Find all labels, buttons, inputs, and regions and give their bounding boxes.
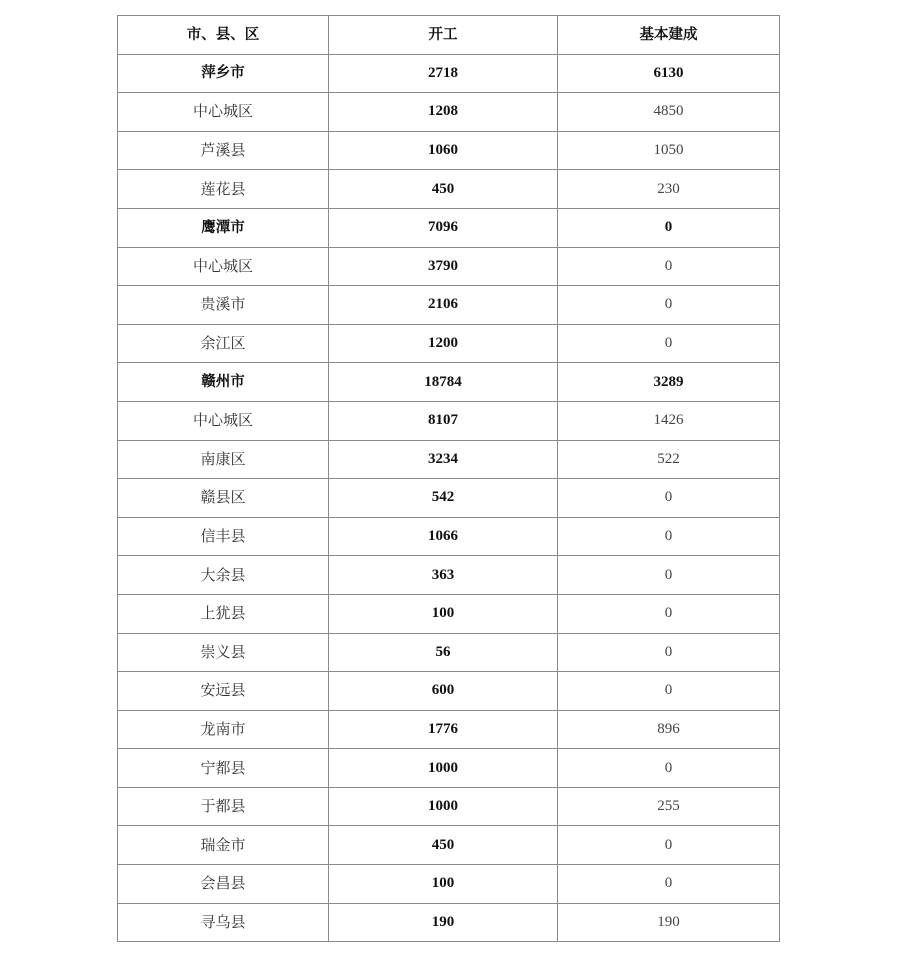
- table-row-city: [118, 363, 780, 402]
- completed-count-cell: 4850: [558, 93, 780, 132]
- region-name-cell: 会昌县: [118, 865, 329, 904]
- region-name-cell: 萍乡市: [118, 54, 329, 93]
- region-name-cell: 中心城区: [118, 401, 329, 440]
- table-row: [118, 479, 780, 518]
- completed-count-cell: 6130: [558, 54, 780, 93]
- started-count-cell: 1200: [329, 324, 558, 363]
- region-name-cell: 中心城区: [118, 93, 329, 132]
- table-row: [118, 826, 780, 865]
- region-name-cell: 龙南市: [118, 710, 329, 749]
- started-count-cell: 7096: [329, 208, 558, 247]
- table-row: [118, 556, 780, 595]
- started-count-cell: 190: [329, 903, 558, 942]
- table-row: [118, 324, 780, 363]
- table-row-city: [118, 208, 780, 247]
- completed-count-cell: 0: [558, 556, 780, 595]
- completed-count-cell: 896: [558, 710, 780, 749]
- started-count-cell: 542: [329, 479, 558, 518]
- region-name-cell: 中心城区: [118, 247, 329, 286]
- table-row: [118, 633, 780, 672]
- completed-count-cell: 3289: [558, 363, 780, 402]
- started-count-cell: 100: [329, 594, 558, 633]
- region-name-cell: 莲花县: [118, 170, 329, 209]
- region-name-cell: 南康区: [118, 440, 329, 479]
- completed-count-cell: 190: [558, 903, 780, 942]
- completed-count-cell: 522: [558, 440, 780, 479]
- table-row: [118, 170, 780, 209]
- completed-count-cell: 0: [558, 749, 780, 788]
- table-row: [118, 440, 780, 479]
- started-count-cell: 1066: [329, 517, 558, 556]
- region-name-cell: 上犹县: [118, 594, 329, 633]
- table-row: [118, 903, 780, 942]
- table-row: [118, 672, 780, 711]
- started-count-cell: 8107: [329, 401, 558, 440]
- region-name-cell: 安远县: [118, 672, 329, 711]
- region-name-cell: 鹰潭市: [118, 208, 329, 247]
- table-row: [118, 594, 780, 633]
- table-row: [118, 865, 780, 904]
- header-region: 市、县、区: [118, 16, 329, 55]
- started-count-cell: 2106: [329, 286, 558, 325]
- region-name-cell: 寻乌县: [118, 903, 329, 942]
- completed-count-cell: 1426: [558, 401, 780, 440]
- table-header-row: [118, 16, 780, 55]
- region-name-cell: 芦溪县: [118, 131, 329, 170]
- table-row: [118, 517, 780, 556]
- region-name-cell: 宁都县: [118, 749, 329, 788]
- started-count-cell: 100: [329, 865, 558, 904]
- table-row: [118, 131, 780, 170]
- started-count-cell: 600: [329, 672, 558, 711]
- started-count-cell: 1776: [329, 710, 558, 749]
- started-count-cell: 450: [329, 826, 558, 865]
- table-row: [118, 93, 780, 132]
- header-completed: 基本建成: [558, 16, 780, 55]
- started-count-cell: 2718: [329, 54, 558, 93]
- region-name-cell: 余江区: [118, 324, 329, 363]
- started-count-cell: 18784: [329, 363, 558, 402]
- completed-count-cell: 0: [558, 517, 780, 556]
- region-name-cell: 贵溪市: [118, 286, 329, 325]
- region-name-cell: 赣县区: [118, 479, 329, 518]
- table-row: [118, 286, 780, 325]
- completed-count-cell: 0: [558, 247, 780, 286]
- region-name-cell: 赣州市: [118, 363, 329, 402]
- completed-count-cell: 230: [558, 170, 780, 209]
- started-count-cell: 1208: [329, 93, 558, 132]
- completed-count-cell: 1050: [558, 131, 780, 170]
- region-name-cell: 信丰县: [118, 517, 329, 556]
- started-count-cell: 450: [329, 170, 558, 209]
- table-row: [118, 749, 780, 788]
- region-name-cell: 大余县: [118, 556, 329, 595]
- table-row: [118, 710, 780, 749]
- completed-count-cell: 255: [558, 787, 780, 826]
- completed-count-cell: 0: [558, 286, 780, 325]
- table-body: [118, 54, 780, 942]
- started-count-cell: 1000: [329, 787, 558, 826]
- started-count-cell: 3234: [329, 440, 558, 479]
- region-name-cell: 于都县: [118, 787, 329, 826]
- header-started: 开工: [329, 16, 558, 55]
- completed-count-cell: 0: [558, 826, 780, 865]
- completed-count-cell: 0: [558, 208, 780, 247]
- started-count-cell: 1000: [329, 749, 558, 788]
- region-name-cell: 崇义县: [118, 633, 329, 672]
- completed-count-cell: 0: [558, 672, 780, 711]
- region-name-cell: 瑞金市: [118, 826, 329, 865]
- started-count-cell: 1060: [329, 131, 558, 170]
- table-row-city: [118, 54, 780, 93]
- started-count-cell: 3790: [329, 247, 558, 286]
- completed-count-cell: 0: [558, 865, 780, 904]
- housing-progress-table: [117, 15, 780, 942]
- started-count-cell: 56: [329, 633, 558, 672]
- completed-count-cell: 0: [558, 324, 780, 363]
- completed-count-cell: 0: [558, 479, 780, 518]
- completed-count-cell: 0: [558, 633, 780, 672]
- table-row: [118, 247, 780, 286]
- started-count-cell: 363: [329, 556, 558, 595]
- table-row: [118, 401, 780, 440]
- completed-count-cell: 0: [558, 594, 780, 633]
- table-row: [118, 787, 780, 826]
